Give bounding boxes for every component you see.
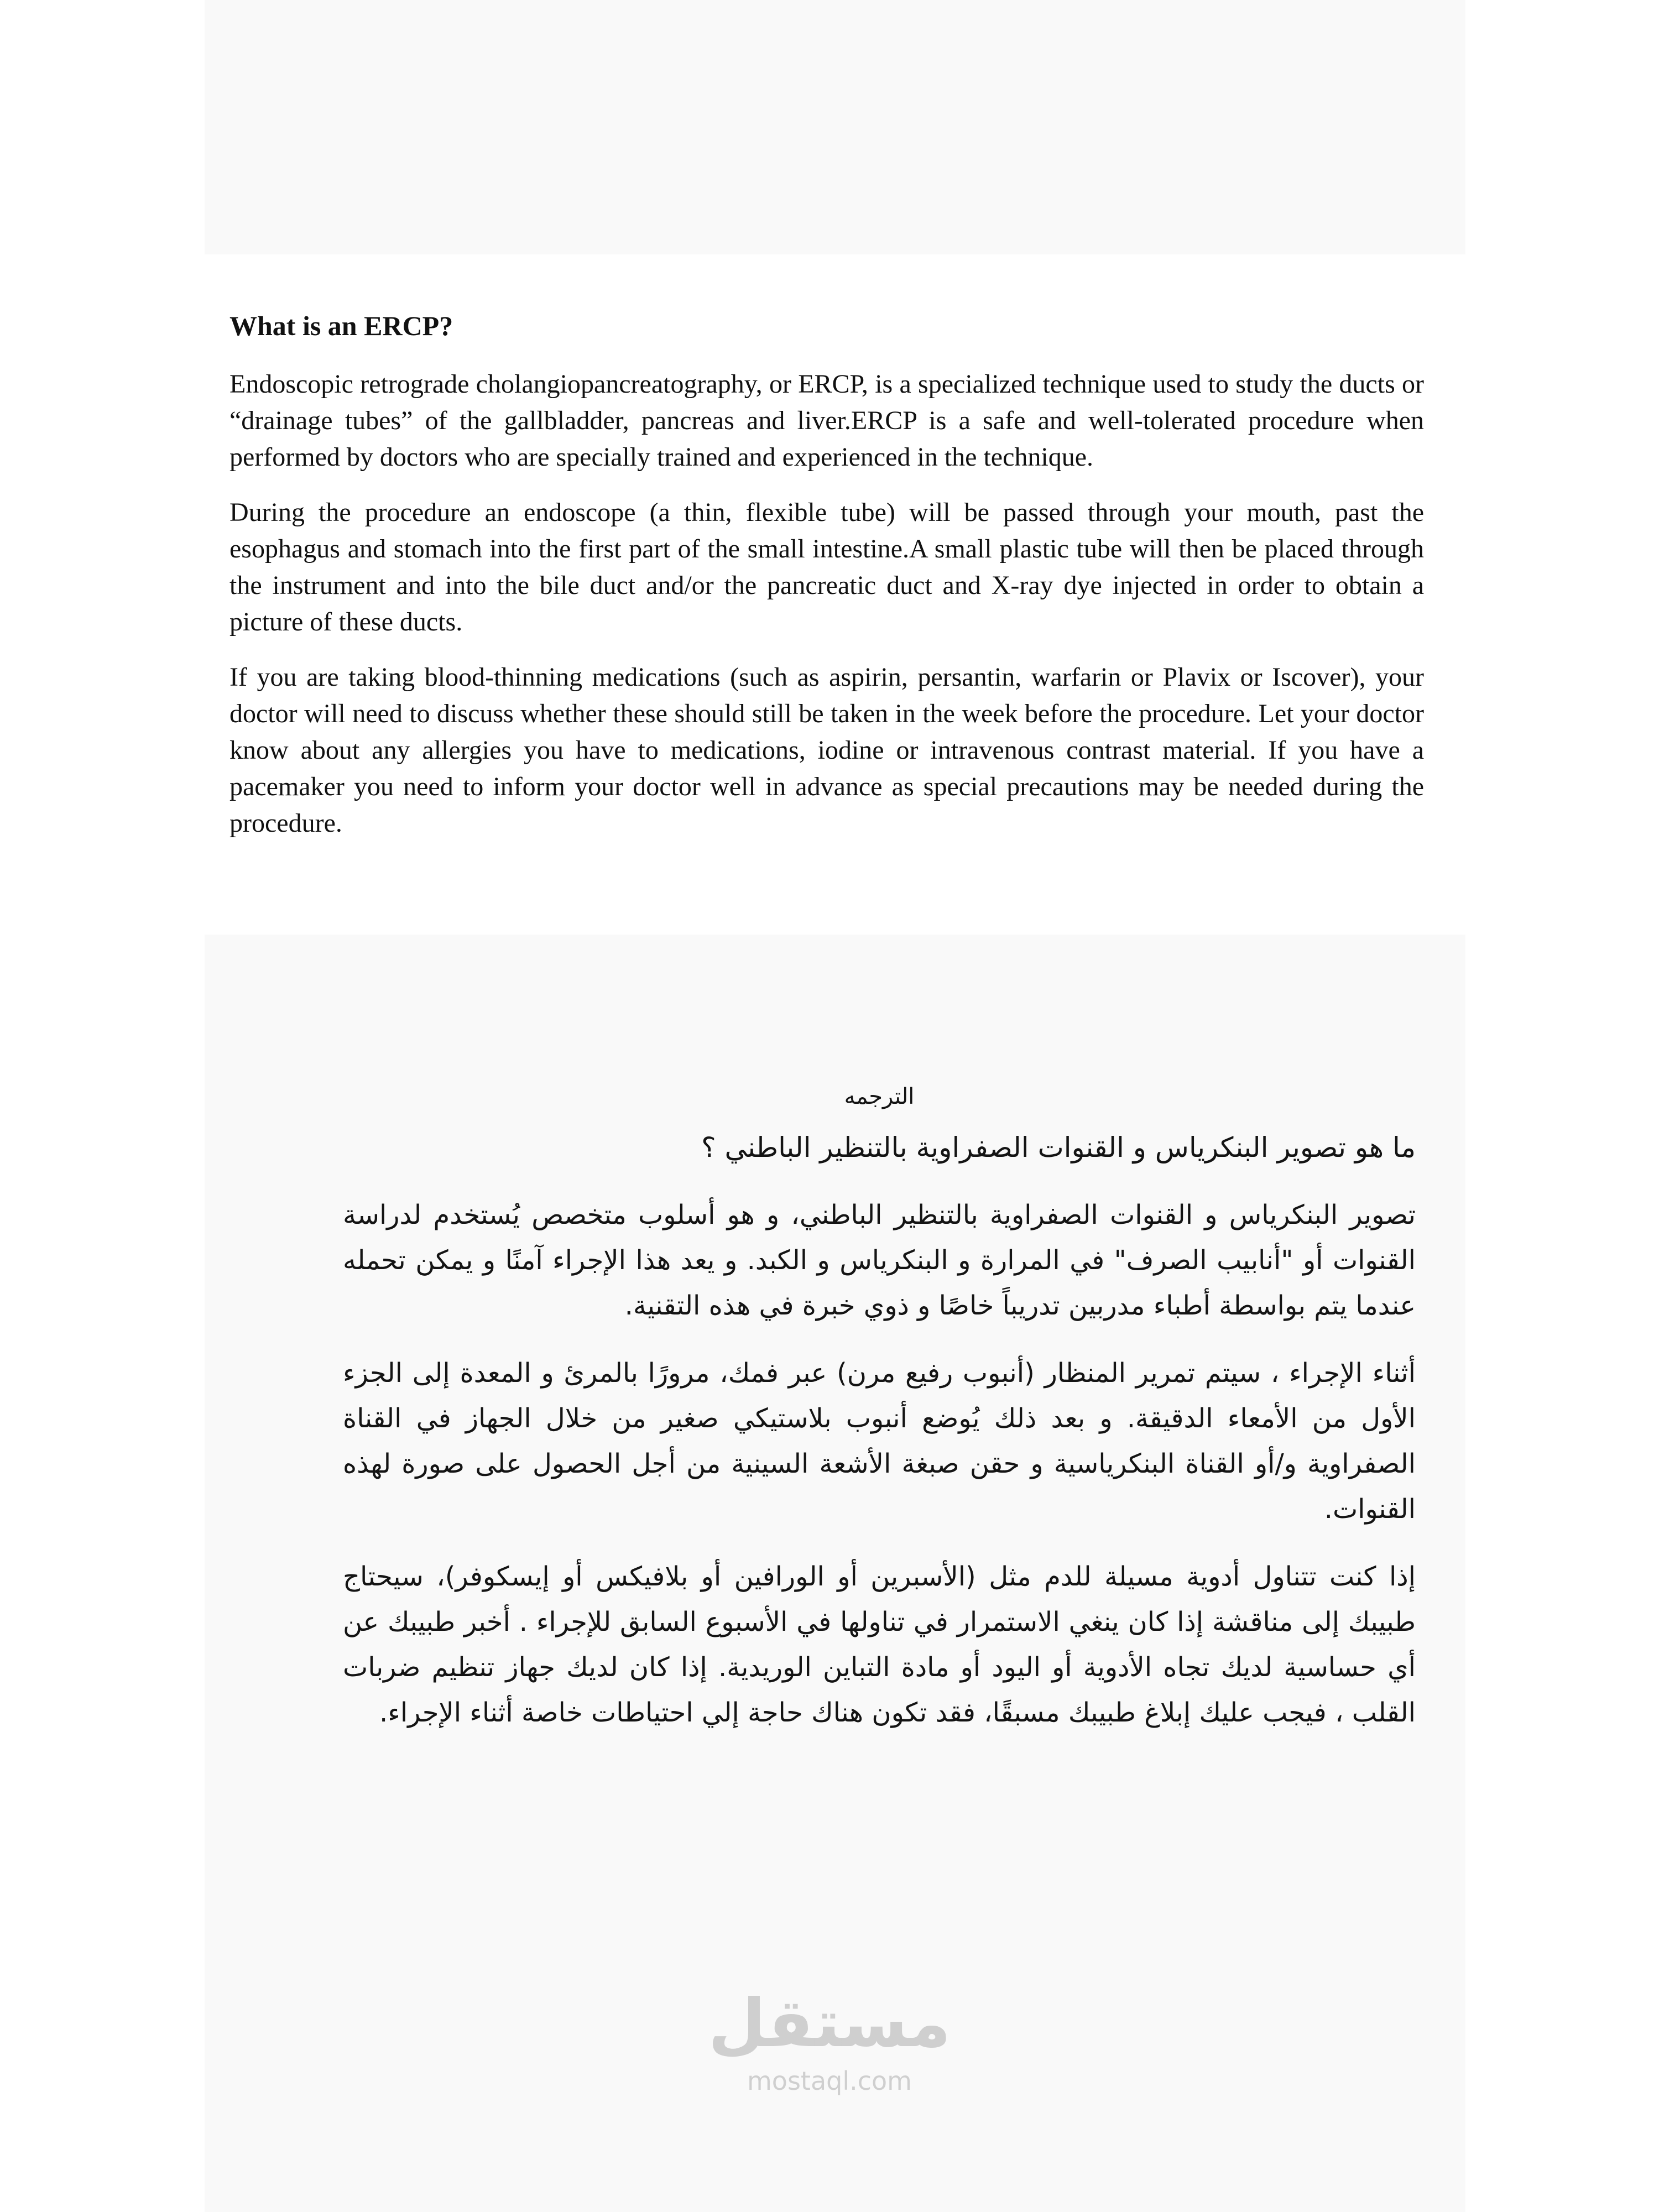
english-title: What is an ERCP? xyxy=(229,310,453,341)
watermark-site: mostaql.com xyxy=(747,2066,912,2096)
arabic-paragraph-1: تصوير البنكرياس و القنوات الصفراوية بالتنظير الباطني، و هو أسلوب متخصص يُستخدم لدراسة القنوات أو "أنابيب الصرف" في المرارة و البنكرياس و الكبد. و يعد هذا الإجراء آمنًا و يمكن تحمله عندما يتم بواسطة أطباء مدربين تدريباً خاصًا و ذوي خبرة في هذه التقنية. xyxy=(343,1199,1416,1321)
top-background-panel xyxy=(205,0,1465,254)
english-paragraph-3: If you are taking blood-thinning medications (such as aspirin, persantin, warfarin or Plavix or Iscover), your doctor will need to discuss whether these should still be taken in the week before the procedure. Let your doctor know about any allergies you have to medications, iodine or intravenous contrast material. If you have a pacemaker you need to inform your doctor well in advance as special precautions may be needed during the procedure. xyxy=(229,662,1424,838)
translation-label: الترجمه xyxy=(844,1084,915,1109)
watermark-logo: مستقل xyxy=(708,1985,951,2062)
arabic-section xyxy=(343,1084,1416,1757)
arabic-paragraph-3: إذا كنت تتناول أدوية مسيلة للدم مثل (الأسبرين أو الورافين أو بلافيكس أو إيسكوفر)، سيحتاج طبيبك إلى مناقشة إذا كان ينغي الاستمرار في تناولها في الأسبوع السابق للإجراء . أخبر طبيبك عن أي حساسية لديك تجاه الأدوية أو اليود أو مادة التباين الوريدية. إذا كان لديك جهاز تنظيم ضربات القلب ، فيجب عليك إبلاغ طبيبك مسبقًا، فقد تكون هناك حاجة إلي احتياطات خاصة أثناء الإجراء. xyxy=(343,1561,1416,1728)
watermark xyxy=(653,1985,1006,2096)
english-paragraph-2: During the procedure an endoscope (a thin, flexible tube) will be passed through your mouth, past the esophagus and stomach into the first part of the small intestine.A small plastic tube will then be placed through the instrument and into the bile duct and/or the pancreatic duct and X-ray dye injected in order to obtain a picture of these ducts. xyxy=(229,498,1424,637)
english-paragraph-1: Endoscopic retrograde cholangiopancreatography, or ERCP, is a specialized technique used to study the ducts or “drainage tubes” of the gallbladder, pancreas and liver.ERCP is a safe and well-tolerated procedure when performed by doctors who are specially trained and experienced in the technique. xyxy=(229,369,1424,472)
english-section xyxy=(229,310,1424,860)
arabic-title: ما هو تصوير البنكرياس و القنوات الصفراوية بالتنظير الباطني ؟ xyxy=(701,1131,1416,1164)
arabic-paragraph-2: أثناء الإجراء ، سيتم تمرير المنظار (أنبوب رفيع مرن) عبر فمك، مرورًا بالمرئ و المعدة إلى الجزء الأول من الأمعاء الدقيقة. و بعد ذلك يُوضع أنبوب بلاستيكي صغير من خلال الجهاز في القناة الصفراوية و/أو القناة البنكرياسية و حقن صبغة الأشعة السينية من أجل الحصول على صورة لهذه القنوات. xyxy=(343,1358,1416,1525)
